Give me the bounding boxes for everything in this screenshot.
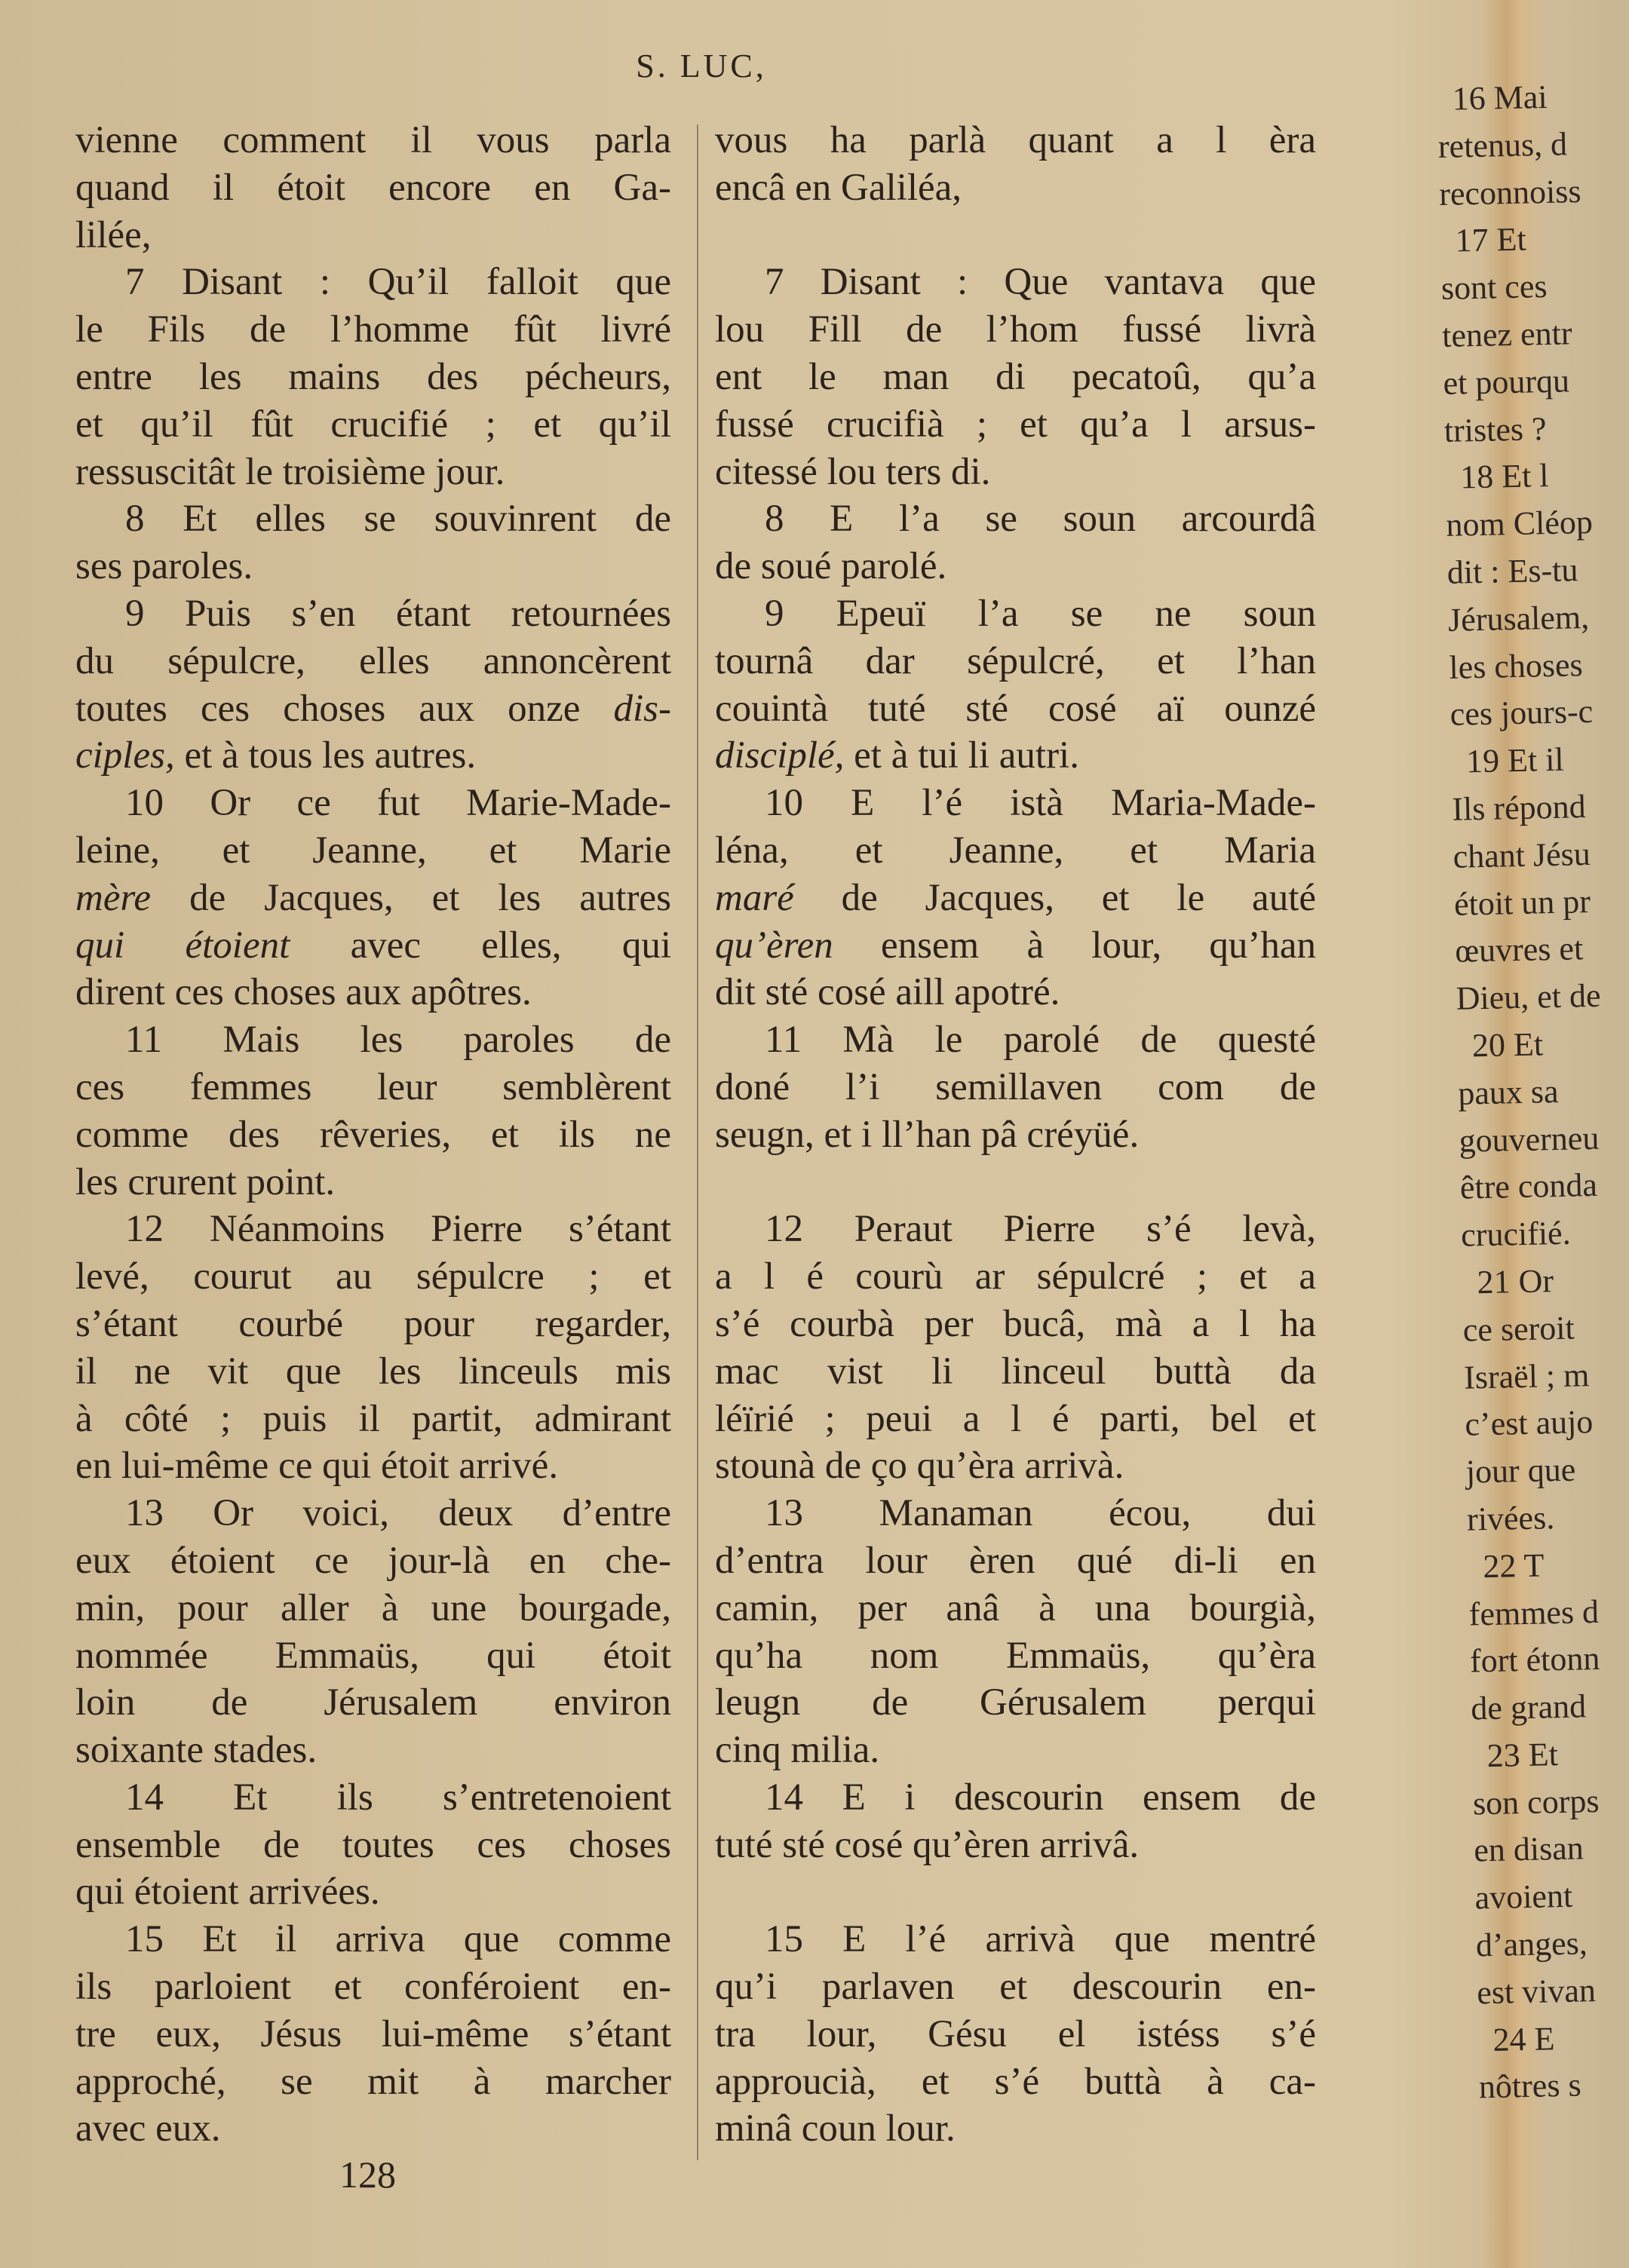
text-segment: 15 E l’é arrivà que mentré [765,1918,1316,1961]
text-segment: 12 Néanmoins Pierre s’étant [125,1208,671,1251]
text-segment: entre les mains des pécheurs, [75,355,671,398]
facing-text-line: jour que [1465,1451,1576,1491]
facing-text-line: 24 E [1492,2019,1555,2058]
text-segment: s’é courbà per bucâ, mà a l ha [715,1302,1316,1345]
text-segment: doné l’i semillaven com de [715,1065,1316,1108]
text-line [75,1301,671,1348]
text-line [75,1822,671,1869]
text-line [75,827,671,875]
text-segment: avec elles, qui [290,924,671,967]
text-line [715,1490,1316,1537]
text-segment: ils parloient et conféroient en- [75,1966,671,2009]
text-line [75,638,671,685]
facing-text-line: Jérusalem, [1447,598,1590,639]
text-segment: 10 Or ce fut Marie-Made- [125,782,671,825]
facing-text-line: 22 T [1482,1546,1545,1585]
text-segment: 13 Or voici, deux d’entre [125,1492,671,1535]
text-line [75,969,671,1016]
text-segment: 11 Mà le parolé de questé [765,1019,1316,1062]
italic-text: mère [75,876,152,919]
text-line [75,2058,671,2106]
text-line [75,1963,671,2011]
text-line [715,495,1316,543]
text-line [75,1253,671,1301]
text-line [75,732,671,780]
text-line [715,401,1316,449]
text-segment: a l é courù ar sépulcré ; et a [715,1255,1316,1298]
text-segment: dirent ces choses aux apôtres. [75,971,532,1014]
text-segment: nommée Emmaüs, qui étoit [75,1634,671,1677]
text-segment: lou Fill de l’hom fussé livrà [715,308,1316,351]
italic-text: dis- [613,687,671,730]
facing-text-line: de grand [1470,1687,1587,1727]
text-line [715,1868,1316,1916]
facing-text-line: d’anges, [1475,1924,1588,1964]
text-line [75,1016,671,1064]
text-segment: 8 E l’a se soun arcourdâ [765,498,1316,541]
facing-text-line: paux sa [1457,1072,1559,1112]
facing-text-line: œuvres et [1454,930,1584,970]
text-line [75,1159,671,1206]
text-line [715,306,1316,354]
text-segment: minâ coun lour. [715,2107,956,2150]
text-segment: à côté ; puis il partit, admirant [75,1397,671,1440]
text-line [715,2058,1316,2106]
text-segment: comme des rêveries, et ils ne [75,1113,671,1156]
text-line [75,590,671,638]
text-line [715,780,1316,827]
text-line [75,212,671,259]
text-segment: levé, courut au sépulcre ; et [75,1255,671,1298]
text-line [715,1064,1316,1111]
text-segment: approché, se mit à marcher [75,2060,671,2103]
text-line [715,732,1316,780]
text-line [715,212,1316,259]
text-segment: d’entra lour èren qué di-li en [715,1539,1316,1582]
text-line [715,1016,1316,1064]
text-segment: couintà tuté sté cosé aï ounzé [715,687,1316,730]
facing-text-line: c’est aujo [1464,1403,1594,1443]
facing-text-line: rivées. [1466,1499,1555,1538]
text-segment: le Fils de l’homme fût livré [75,308,671,351]
text-line [75,306,671,354]
text-segment: léïrié ; peui a l é parti, bel et [715,1397,1316,1440]
text-segment: dit sté cosé aill apotré. [715,971,1060,1014]
facing-text-line: 17 Et [1455,220,1527,259]
text-segment: tuté sté cosé qu’èren arrivâ. [715,1823,1140,1866]
text-line [715,1537,1316,1585]
facing-text-line: sont ces [1440,268,1548,308]
text-segment: camin, per anâ à una bourgià, [715,1586,1316,1629]
text-segment: loin de Jérusalem environ [75,1681,671,1724]
text-segment: léna, et Jeanne, et Maria [715,829,1316,872]
text-line [715,1159,1316,1206]
text-line [715,117,1316,164]
facing-text-line: être conda [1459,1166,1598,1206]
facing-text-line: est vivan [1476,1972,1597,2012]
text-line [75,685,671,733]
text-segment: tre eux, Jésus lui-même s’étant [75,2012,671,2055]
text-line [75,117,671,164]
text-line [75,449,671,496]
facing-page-fragment [1437,74,1601,2246]
text-segment: 9 Puis s’en étant retournées [125,592,671,635]
running-title: S. LUC, [636,48,767,84]
text-segment: soixante stades. [75,1729,318,1772]
text-line [715,1301,1316,1348]
text-line [75,1585,671,1632]
text-line [715,1111,1316,1159]
text-line [715,1442,1316,1490]
text-line [715,1206,1316,1253]
text-segment: lilée, [75,213,152,256]
text-line [75,1679,671,1727]
text-segment: citessé lou ters di. [715,450,991,493]
text-segment: de Jacques, et les autres [151,876,671,919]
text-line [75,1206,671,1253]
text-line [715,1396,1316,1443]
text-segment: en lui-même ce qui étoit arrivé. [75,1445,559,1488]
italic-text: qu’èren [715,924,833,967]
text-line [715,1585,1316,1632]
text-line [75,780,671,827]
facing-text-line: 19 Et il [1465,740,1565,780]
text-line [715,1916,1316,1963]
text-segment: quand il étoit encore en Ga- [75,166,671,209]
text-line [75,2105,671,2153]
text-line [75,495,671,543]
text-segment: approucià, et s’é buttà à ca- [715,2060,1316,2103]
text-line [75,922,671,970]
facing-text-line: Dieu, et de [1456,976,1601,1017]
text-segment: 8 Et elles se souvinrent de [125,498,671,541]
facing-text-line: son corps [1472,1782,1600,1822]
text-line [75,1774,671,1822]
text-segment: 12 Peraut Pierre s’é levà, [765,1208,1316,1251]
text-segment: 7 Disant : Qu’il falloit que [125,261,671,304]
text-line [75,1868,671,1916]
facing-text-line: tristes ? [1443,409,1547,449]
text-line [715,259,1316,306]
text-segment: ses paroles. [75,545,253,588]
facing-text-line: 20 Et [1471,1025,1544,1065]
text-segment: seugn, et i ll’han pâ créyüé. [715,1113,1140,1156]
text-line [715,969,1316,1016]
text-segment: 14 E i descourin ensem de [765,1776,1316,1819]
text-segment: 13 Manaman écou, dui [765,1492,1316,1535]
text-segment: de Jacques, et le auté [793,876,1316,919]
facing-text-line: 16 Mai [1452,78,1548,118]
facing-text-line: gouverneu [1459,1119,1600,1160]
text-line [75,401,671,449]
facing-text-line: les choses [1448,645,1584,686]
text-line [75,1916,671,1963]
text-segment: s’étant courbé pour regarder, [75,1302,671,1345]
text-segment: ressuscitât le troisième jour. [75,450,505,493]
text-line [715,1963,1316,2011]
text-segment: et à tui li autri. [844,734,1079,777]
text-line [715,638,1316,685]
facing-text-line: 18 Et l [1459,457,1549,496]
facing-text-line: chant Jésu [1453,835,1591,875]
facing-text-line: et pourqu [1443,362,1570,402]
text-line [75,354,671,401]
text-line [75,543,671,590]
text-line [715,2105,1316,2153]
text-segment: vienne comment il vous parla [75,119,671,161]
text-segment: avec eux. [75,2107,221,2150]
text-segment: 7 Disant : Que vantava que [765,261,1316,304]
text-line [75,2011,671,2058]
page-number: 128 [339,2153,396,2196]
text-line [715,590,1316,638]
facing-text-line: 23 Et [1486,1736,1559,1774]
text-line [715,1253,1316,1301]
italic-text: maré [715,876,794,919]
text-segment: qu’ha nom Emmaüs, qu’èra [715,1634,1316,1677]
facing-text-line: femmes d [1468,1592,1600,1633]
text-line [75,1442,671,1490]
italic-text: ciples, [75,734,175,777]
text-segment: 11 Mais les paroles de [125,1019,671,1062]
text-segment: eux étoient ce jour-là en che- [75,1539,671,1582]
text-segment: les crurent point. [75,1160,336,1203]
facing-text-line: crucifié. [1460,1214,1572,1254]
text-line [715,1632,1316,1680]
text-segment: toutes ces choses aux onze [75,687,614,730]
text-segment: fussé crucifià ; et qu’a l arsus- [715,403,1316,446]
text-line [75,1396,671,1443]
text-segment: 15 Et il arriva que comme [125,1918,671,1961]
text-segment: du sépulcre, elles annoncèrent [75,639,671,682]
text-segment: mac vist li linceul buttà da [715,1350,1316,1393]
text-line [75,1348,671,1396]
text-line [715,922,1316,970]
text-line [715,2011,1316,2058]
text-line [715,1774,1316,1822]
text-segment: leine, et Jeanne, et Marie [75,829,671,872]
italic-text: qui étoient [75,924,290,967]
text-segment: de soué parolé. [715,545,947,588]
text-line [75,1490,671,1537]
text-line [75,1727,671,1774]
text-line [75,875,671,922]
text-line [75,164,671,212]
facing-text-line: en disan [1473,1829,1585,1869]
text-segment: vous ha parlà quant a l èra [715,119,1316,161]
text-segment: et à tous les autres. [174,734,477,777]
text-segment: tournâ dar sépulcré, et l’han [715,639,1316,682]
facing-text-line: Israël ; m [1463,1356,1590,1396]
text-segment: 9 Epeuï l’a se ne soun [765,592,1316,635]
right-column-dialect-text [715,117,1316,2153]
facing-text-line: étoit un pr [1453,882,1591,923]
facing-text-line: tenez entr [1441,314,1572,354]
text-line [715,1348,1316,1396]
text-line [715,449,1316,496]
left-column-french-text [75,117,671,2153]
text-line [715,827,1316,875]
facing-text-line: Ils répond [1451,788,1587,828]
text-segment: qui étoient arrivées. [75,1871,380,1914]
facing-text-line: nom Cléop [1445,503,1594,544]
italic-text: disciplé, [715,734,845,777]
facing-text-line: ces jours-c [1450,693,1594,734]
text-segment: 14 Et ils s’entretenoient [125,1776,671,1819]
column-divider [697,124,698,2160]
text-segment: ent le man di pecatoû, qu’a [715,355,1316,398]
text-segment: encâ en Galiléa, [715,166,962,209]
text-segment: il ne vit que les linceuls mis [75,1350,671,1393]
text-line [715,164,1316,212]
facing-text-line: 21 Or [1477,1262,1554,1301]
text-line [75,1537,671,1585]
text-line [715,354,1316,401]
text-segment: stounà de ço qu’èra arrivà. [715,1445,1124,1488]
text-line [715,1727,1316,1774]
text-segment: cinq milia. [715,1729,880,1772]
text-line [715,875,1316,922]
text-segment: 10 E l’é istà Maria-Made- [765,782,1316,825]
facing-text-line: reconnoiss [1438,172,1581,213]
text-segment: et qu’il fût crucifié ; et qu’il [75,403,671,446]
text-line [715,1679,1316,1727]
text-segment: tra lour, Gésu el istéss s’é [715,2012,1316,2055]
facing-text-line: avoient [1474,1877,1573,1917]
text-line [75,1111,671,1159]
text-line [715,1822,1316,1869]
text-line [75,1632,671,1680]
text-segment: min, pour aller à une bourgade, [75,1586,671,1629]
text-line [75,1064,671,1111]
text-line [75,259,671,306]
text-segment: ensemble de toutes ces choses [75,1823,671,1866]
facing-text-line: dit : Es-tu [1446,551,1578,591]
facing-text-line: fort étonn [1469,1640,1600,1680]
text-line [715,685,1316,733]
facing-text-line: retenus, d [1437,125,1568,165]
facing-text-line: nôtres s [1478,2067,1582,2106]
text-line [715,543,1316,590]
facing-text-line: ce seroit [1462,1309,1575,1349]
text-segment: leugn de Gérusalem perqui [715,1681,1316,1724]
text-segment: qu’i parlaven et descourin en- [715,1966,1316,2009]
text-segment: ensem à lour, qu’han [833,924,1316,967]
text-segment: ces femmes leur semblèrent [75,1065,671,1108]
